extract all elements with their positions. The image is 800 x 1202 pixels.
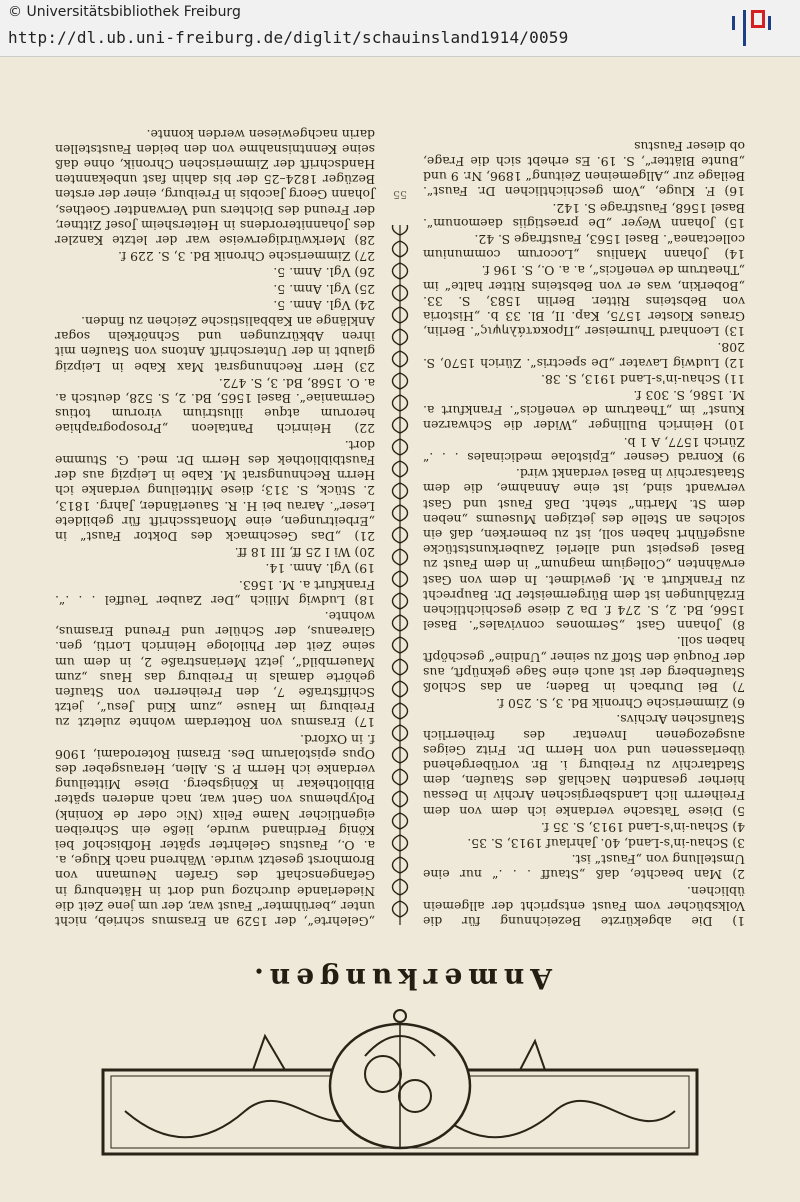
footnote: 11) Schau-in's-Land 1913, S. 38. <box>541 371 745 387</box>
footnote: 18) Ludwig Milich „Der Zauber Teuffel . . .“. Frankfurt a. M. 1563. <box>55 577 375 608</box>
column-divider-ornament-icon <box>388 225 412 925</box>
scanned-page <box>0 57 800 1202</box>
ornamental-vignette-icon <box>95 1006 705 1166</box>
footnote: 15) Johann Weyer „De praestigiis daemonum“. Basel 1568, Faustfrage S. 142. <box>423 200 745 231</box>
footnote: 26) Vgl. Anm. 5. <box>273 265 375 281</box>
section-heading: Anmerkungen. <box>248 962 552 995</box>
footnote: 14) Johann Manlius „Locorum communium collectanea“. Basel 1563, Faustfrage S. 42. <box>423 232 745 263</box>
upside-down-page-content <box>0 57 800 1201</box>
permalink-url[interactable]: http://dl.ub.uni-freiburg.de/diglit/schauinsland1914/0059 <box>8 28 569 47</box>
footnote: 4) Schau-in's-Land 1913, S. 35 f. <box>540 819 745 835</box>
page-number: 55 <box>393 188 407 201</box>
library-logo-icon <box>730 6 774 48</box>
footnote: 10) Heinrich Bullinger „Wider die Schwarzen Kunst“ im „Theatrum de veneficis“. Frankfurt a. M. 1586, S. 303 f. <box>423 388 745 434</box>
footnote: 9) Konrad Gesner „Epistolae medicinales . . .“ Zürich 1577, A 1 b. <box>423 434 745 465</box>
footnote: 20) Wi I 25 ff, III 18 ff. <box>234 545 375 561</box>
footnote: 5) Diese Tatsache verdanke ich dem von dem Freiherrn lich Landsbergischen Archiv in Dessau hierher gesandten Nachlaß des Staufen, dem Stadtarchiv zu Freiburg i. Br. vorübergehend überlassenen und von Herrn Dr. Fritz Geiges ausgezogenen Inventar des freiherrlich Staufischen Archivs. <box>423 712 745 819</box>
footnote: 13) Leonhard Thurneiser „Προκατάληψις“. Berlin, Graues Kloster 1575, Kap. II, Bl. 33 b. „Historia von Bebsteins Ritter. Berlin 1583, S. 33. „Boberkin, was er von Bebsteins Ritter halte“ im „Theatrum de veneficis“, a. a. O., S. 196 f. <box>423 263 745 340</box>
footnote: 6) Zimmerische Chronik Bd. 3, S. 250 f. <box>496 696 745 712</box>
footnote: 17) Erasmus von Rotterdam wohnte zuletzt zu Freiburg im Hause „zum Kind Jesu“, jetzt Schiffstraße 7, den Freiherren von Staufen gehörte damals in Freiburg das Haus „zum Mauernbild“, jetzt Merianstraße 2, in dem um seine Zeit der Philologe Heinrich Loriti, gen. Glareanus, der Schüler und Freund Erasmus, wohnte. <box>55 608 375 731</box>
footnote: „Gelehrte“, der 1529 an Erasmus schrieb, nicht unter „berühmter“ Faust war, der um jene Zeit die Niederlande durchzog und dort in Hätenburg in Gefangenschaft des Grafen Neumann von Bromhorst gesetzt wurde. Während nach Kluge, a. a. O., Faustus Gelehrter später Hofbischof bei König Ferdinand wurde, ließe ein Schreiben eigentlicher Name Felix (Nic oder de Konink) Polyphemus von Gent war, nach anderen später Bibliothekar in Königsberg. Diese Mitteilung verdanke ich Herrn P. S. Allen, Herausgeber des Opus epistolarum Des. Erasmi Roterodami, 1906 f. in Oxford. <box>55 731 375 929</box>
footnote: 21) „Das Geschmack des Doktor Faust“ in „Erbeitrungen, eine Monatsschrift für gebildete Leser“. Aarau bei H. R. Sauerländer, Jahrg. 1813, 2. Stück, S. 313; diese Mitteilung verdanke ich Herrn Rechnungsrat M. Kabe in Leipzig aus der Faustbibliothek des Herrn Dr. med. G. Stumme dort. <box>55 437 375 544</box>
footnote: 24) Vgl. Anm. 5. <box>273 297 375 313</box>
footnote: 12) Ludwig Lavater „De spectris“. Zürich 1570, S. 208. <box>423 340 745 371</box>
footnote: 3) Schau-in's-Land, 40. Jahrlauf 1913, S. 35. <box>467 835 745 851</box>
footnote: 27) Zimmerische Chronik Bd. 3, S. 229 f. <box>118 249 375 265</box>
footnote: 22) Heinrich Pantaleon „Prosopographiae herorum atque illustrium virorum totius Germaniae“. Basel 1565, Bd. 2, S. 528, deutsch a. a. O. 1568, Bd. 3, S. 472. <box>55 375 375 437</box>
footnote: 8) Johann Gast „Sermones convivales“. Basel 1566, Bd. 2, S. 274 f. Da 2 diese geschichtlichen Erzählungen ist dem Bürgermeister Dr. Bauprecht zu Frankfurt a. M. gewidmet. In dem von Gast erwähnten „Collegium magnum“ in dem Faust zu Basel gespeist und allerlei Zauberkunststücke ausgeführt haben soll, ist zu bemerken, daß ein solches an Stelle des jetzigen Museums „neben dem St. Martin“ steht. Daß Faust und Gast verwandt sind, ist eine Annahme, die dem Staatsarchiv in Basel verdankt wird. <box>423 466 745 634</box>
copyright-credit: © Universitätsbibliothek Freiburg <box>8 4 241 20</box>
footnote: 7) Bei Durbach in Baden; an das Schloß Staufenberg der ist auch eine Sage geknüpft, aus der Fouqué den Stoff zu seiner „Undine“ geschöpft haben soll. <box>423 634 745 695</box>
footnote: 16) F. Kluge, „Vom geschichtlichen Dr. Faust“. Beilage zur „Allgemeinen Zeitung“ 1896, Nr. 9 und „Bunte Blätter“, S. 19. Es erhebt sich die Frage, ob dieser Faustus <box>423 138 745 200</box>
footnote: 1) Die abgekürzte Bezeichnung für die Volksbücher vom Faust entspricht der allgemein üblichen. <box>423 883 745 929</box>
footnote: 25) Vgl. Anm. 5. <box>273 281 375 297</box>
footnote: 2) Man beachte, daß „Stauff . . .“ nur eine Umstellung von „Faust“ ist. <box>423 852 745 883</box>
footnote: 23) Herr Rechnungsrat Max Kabe in Leipzig glaubt in der Unterschrift Antons von Staufen mit ihren Abkürzungen und Schnörkeln sogar Anklänge an Kabbalistische Zeichen zu finden. <box>55 314 375 375</box>
footnote: 19) Vgl. Anm. 14. <box>265 561 375 577</box>
footnote: 28) Merkwürdigerweise war der letzte Kanzler des Johanniterordens in Heitersheim Josef Zittner, der Freund des Dichters und Verwandter Goethes, Johann Georg Jacobis in Freiburg, einer der ersten Bezüger 1824–25 der bis dahin fast unbekannten Handschrift der Zimmerischen Chronik, ohne daß seine Kenntnisnahme von den beiden Fauststellen darin nachgewiesen werden konnte. <box>55 126 375 249</box>
notes-column-right <box>55 125 375 929</box>
viewer-header <box>0 0 800 57</box>
notes-column-left <box>423 138 745 929</box>
